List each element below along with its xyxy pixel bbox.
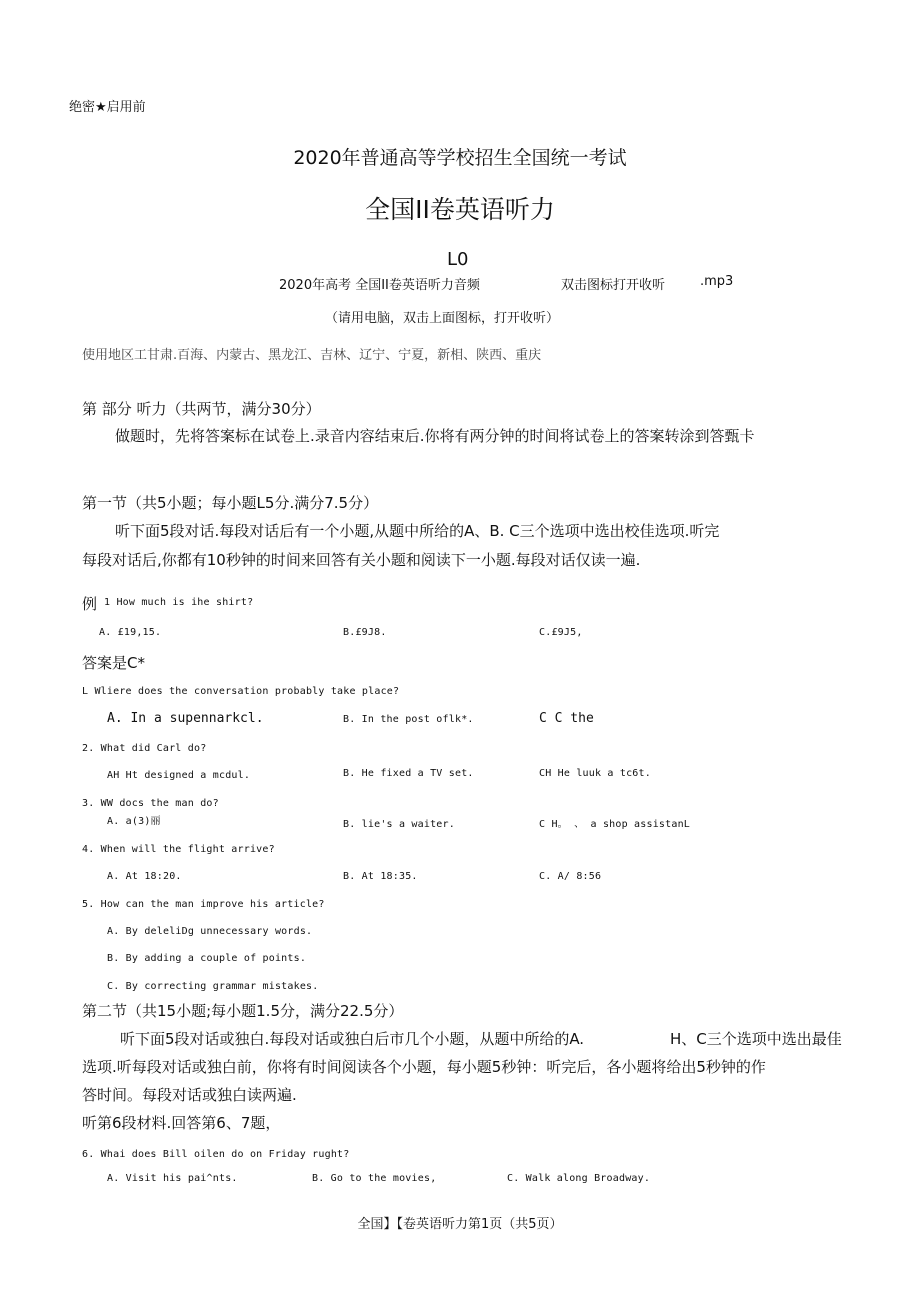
question-5-option-b: B. By adding a couple of points. xyxy=(107,953,307,964)
section2-title: 第二节（共15小题;每小题1.5分，满分22.5分） xyxy=(82,1002,404,1020)
section1-desc-2: 每段对话后,你都有10秒钟的时间来回答有关小题和阅读下一小题.每段对话仅读一遍. xyxy=(82,551,641,569)
question-4-option-b: B. At 18:35. xyxy=(343,871,418,882)
question-3-option-a-text: A. a(3)丽 xyxy=(107,816,161,827)
question-6-option-a: A. Visit his pai^nts. xyxy=(107,1173,238,1184)
section2-desc-1a: 听下面5段对话或独白.每段对话或独白后市几个小题，从题中所给的A. xyxy=(120,1030,585,1048)
question-2-option-b: B. He fixed a TV set. xyxy=(343,768,474,779)
section1-title: 第一节（共5小题；每小题L5分.满分7.5分） xyxy=(82,494,379,512)
part1-instructions: 做题时，先将答案标在试卷上.录音内容结束后.你将有两分钟的时间将试卷上的答案转涂到答甄卡 xyxy=(115,427,755,445)
audio-icon-label: L0 xyxy=(447,249,469,270)
question-3-option-b: B. lie's a waiter. xyxy=(343,819,455,830)
question-1-option-a: A. In a supennarkcl. xyxy=(107,711,264,726)
usage-regions: 使用地区工甘肃.百海、内蒙古、黑龙江、吉林、辽宁、宁夏，新相、陕西、重庆 xyxy=(82,348,542,363)
exam-title: 2020年普通高等学校招生全国统一考试 xyxy=(293,147,627,169)
question-3-option-c: C H。 、 a shop assistanL xyxy=(539,819,691,830)
question-5-option-a: A. By deleliDg unnecessary words. xyxy=(107,926,313,937)
section2-desc-3: 答时间。每段对话或独白读两遍. xyxy=(82,1086,297,1104)
question-6-option-b: B. Go to the movies, xyxy=(312,1173,437,1184)
question-2-option-a: AH Ht designed a mcdul. xyxy=(107,770,251,781)
question-3: 3. WW docs the man do? xyxy=(82,798,219,809)
audio-hint: 双击图标打开收听 xyxy=(561,278,666,293)
example-option-a: A. £19,15. xyxy=(99,627,162,638)
subtitle: 全国II卷英语听力 xyxy=(365,195,555,224)
section2-desc-2: 选项.听每段对话或独白前，你将有时间阅读各个小题，每小题5秒钟：听完后，各小题将给出5秒钟的作 xyxy=(82,1058,766,1076)
section2-desc-1b: H、C三个选项中选出最佳 xyxy=(670,1030,842,1048)
question-6: 6. Whai does Bill oilen do on Friday rught? xyxy=(82,1149,350,1160)
question-6-option-c: C. Walk along Broadway. xyxy=(507,1173,651,1184)
page-footer: 全国】【卷英语听力第1页（共5页） xyxy=(357,1217,563,1232)
audio-file-icon[interactable] xyxy=(447,249,468,270)
question-3-option-a xyxy=(107,812,161,827)
question-2: 2. What did Carl do? xyxy=(82,743,207,754)
audio-ext: .mp3 xyxy=(700,274,734,289)
question-2-option-c: CH He luuk a tc6t. xyxy=(539,768,651,779)
example-answer: 答案是C* xyxy=(82,654,145,672)
example-label: 例 xyxy=(82,595,98,613)
question-4-option-a: A. At 18:20. xyxy=(107,871,182,882)
question-5: 5. How can the man improve his article? xyxy=(82,899,325,910)
example-option-b: B.£9J8. xyxy=(343,627,387,638)
question-4-option-c: C. A/ 8:56 xyxy=(539,871,602,882)
question-4: 4. When will the flight arrive? xyxy=(82,844,275,855)
question-1-option-b: B. In the post oflk*. xyxy=(343,714,474,725)
part1-title: 第 部分 听力（共两节，满分30分） xyxy=(82,400,321,418)
example-option-c: C.£9J5, xyxy=(539,627,583,638)
question-1-option-c: C C the xyxy=(539,711,594,726)
question-1: L Wliere does the conversation probably take place? xyxy=(82,686,400,697)
secret-label: 绝密★启用前 xyxy=(69,100,146,115)
audio-note: （请用电脑，双击上面图标，打开收听） xyxy=(325,311,560,326)
section2-material: 听第6段材料.回答第6、7题， xyxy=(82,1114,281,1132)
question-5-option-c: C. By correcting grammar mistakes. xyxy=(107,981,319,992)
section1-desc-1: 听下面5段对话.每段对话后有一个小题,从题中所给的A、B. C三个选项中选出校佳选项.听完 xyxy=(115,522,720,540)
audio-file-label[interactable]: 2020年高考 全国II卷英语听力音频 xyxy=(279,278,480,293)
example-question: 1 How much is ihe shirt? xyxy=(104,597,254,608)
